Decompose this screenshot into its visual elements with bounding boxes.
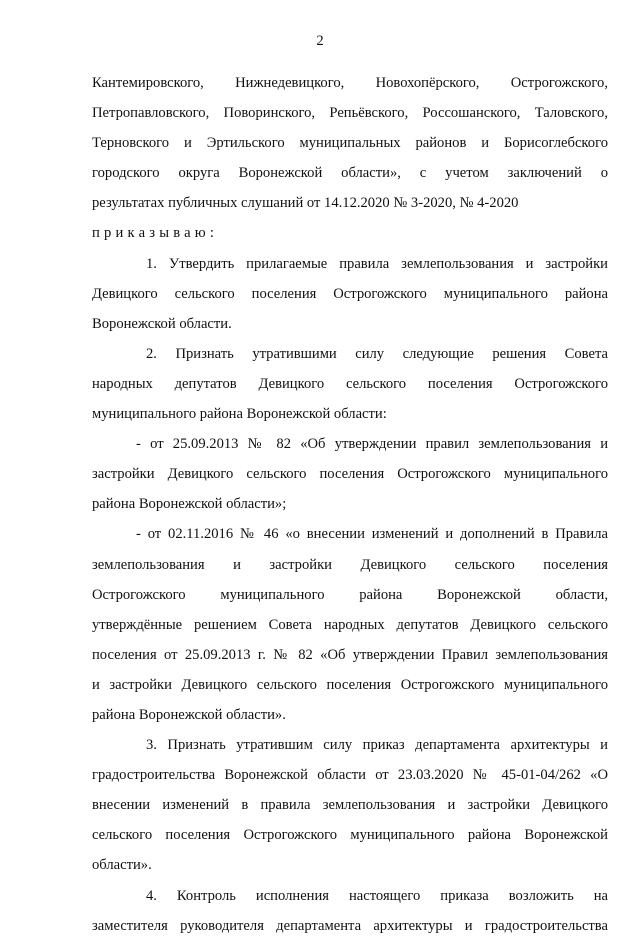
- text-line: заместителя руководителя департамента архитектуры и градостроительства: [92, 917, 608, 934]
- text-line: 1. Утвердить прилагаемые правила землепользования и застройки: [146, 255, 608, 272]
- text-line: области».: [92, 857, 152, 874]
- text-line: Воронежской области.: [92, 315, 232, 332]
- text-line: Девицкого сельского поселения Острогожского муниципального района: [92, 285, 608, 302]
- text-line: сельского поселения Острогожского муниципального района Воронежской: [92, 827, 608, 844]
- text-line: 4. Контроль исполнения настоящего приказа возложить на: [146, 887, 608, 904]
- text-line: Терновского и Эртильского муниципальных районов и Борисоглебского: [92, 135, 608, 152]
- page-number: 2: [316, 33, 324, 49]
- text-line: результатах публичных слушаний от 14.12.2020 № 3-2020, № 4-2020: [92, 195, 519, 212]
- text-line: застройки Девицкого сельского поселения Острогожского муниципального: [92, 466, 608, 483]
- text-line: района Воронежской области».: [92, 706, 286, 723]
- text-line: внесении изменений в правила землепользования и застройки Девицкого: [92, 797, 608, 814]
- text-line: и застройки Девицкого сельского поселения Острогожского муниципального: [92, 676, 608, 693]
- document-body: [92, 68, 608, 941]
- text-line: 3. Признать утратившим силу приказ департамента архитектуры и: [146, 737, 608, 754]
- text-line: городского округа Воронежской области», с учетом заключений о: [92, 165, 608, 182]
- text-line: землепользования и застройки Девицкого сельского поселения: [92, 556, 608, 573]
- text-line: муниципального района Воронежской области:: [92, 406, 387, 423]
- text-line: утверждённые решением Совета народных депутатов Девицкого сельского: [92, 616, 608, 633]
- text-line: поселения от 25.09.2013 г. № 82 «Об утверждении Правил землепользования: [92, 646, 608, 663]
- text-line: - от 25.09.2013 № 82 «Об утверждении правил землепользования и: [136, 436, 608, 453]
- text-line: Кантемировского, Нижнедевицкого, Новохопёрского, Острогожского,: [92, 75, 608, 91]
- text-line: 2. Признать утратившими силу следующие решения Совета: [146, 345, 608, 362]
- text-line: градостроительства Воронежской области от 23.03.2020 № 45-01-04/262 «О: [92, 767, 608, 784]
- text-line: народных депутатов Девицкого сельского поселения Острогожского: [92, 375, 608, 392]
- text-line: - от 02.11.2016 № 46 «о внесении изменений и дополнений в Правила: [136, 526, 608, 543]
- text-line: района Воронежской области»;: [92, 496, 287, 513]
- text-line: Петропавловского, Поворинского, Репьёвского, Россошанского, Таловского,: [92, 105, 608, 122]
- text-line: Острогожского муниципального района Воронежской области,: [92, 586, 608, 603]
- order-keyword: приказываю:: [92, 225, 219, 242]
